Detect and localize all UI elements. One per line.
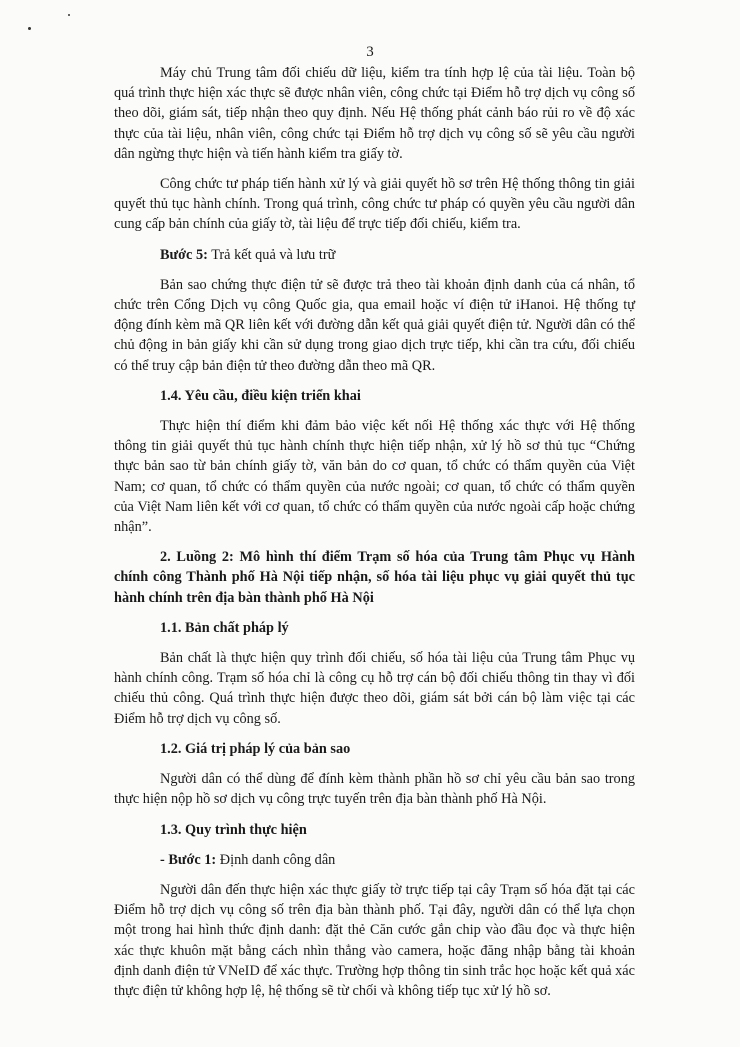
step-label: - Bước 1: (160, 851, 217, 868)
document-body (114, 63, 635, 1011)
step-title: Định danh công dân (216, 851, 336, 868)
scan-speck (68, 14, 70, 16)
step-label: Bước 5: (160, 246, 208, 263)
paragraph-result-return: Bản sao chứng thực điện tử sẽ được trả theo tài khoản định danh của cá nhân, tổ chức trên Cổng Dịch vụ công Quốc gia, qua email hoặc ví điện tử iHanoi. Hệ thống tự động đính kèm mã QR liên kết với đường dẫn kết quả giải quyết điện tử. Người dân có thể chủ động in bản giấy khi cần sử dụng trong giao dịch trực tiếp, khi cần tra cứu, đối chiếu có thể truy cập bản điện tử theo đường dẫn theo mã QR. (114, 276, 635, 374)
paragraph-citizen-identification: Người dân đến thực hiện xác thực giấy tờ trực tiếp tại cây Trạm số hóa đặt tại các Điểm hỗ trợ dịch vụ công số trên địa bàn thành phố. Tại đây, người dân có thể lựa chọn một trong hai hình thức định danh: đặt thẻ Căn cước gắn chip vào đầu đọc và thực hiện xác thực khuôn mặt bằng cách nhìn thẳng vào camera, hoặc đăng nhập bằng tài khoản định danh điện tử VNeID để xác thực. Trường hợp thông tin sinh trắc học hoặc kết quả xác thực điện tử không hợp lệ, hệ thống sẽ từ chối và không tiếp tục xử lý hồ sơ. (114, 881, 635, 999)
step-5-heading (114, 245, 635, 265)
page-number: 3 (366, 44, 374, 60)
paragraph-verification: Máy chủ Trung tâm đối chiếu dữ liệu, kiểm tra tính hợp lệ của tài liệu. Toàn bộ quá trình thực hiện xác thực sẽ được nhân viên, công chức tại Điểm hỗ trợ dịch vụ công số theo dõi, giám sát, tiếp nhận theo quy định. Nếu Hệ thống phát cảnh báo rủi ro về độ xác thực của tài liệu, nhân viên, công chức tại Điểm hỗ trợ dịch vụ công số sẽ yêu cầu người dân ngừng thực hiện và tiến hành kiểm tra giấy tờ. (114, 65, 635, 162)
paragraph-justice-officer: Công chức tư pháp tiến hành xử lý và giải quyết hồ sơ trên Hệ thống thông tin giải quyết thủ tục hành chính. Trong quá trình, công chức tư pháp có quyền yêu cầu người dân cung cấp bản chính của giấy tờ, tài liệu để trực tiếp đối chiếu, kiểm tra. (114, 176, 635, 233)
section-heading-1-4: 1.4. Yêu cầu, điều kiện triển khai (160, 387, 361, 404)
section-heading-1-3: 1.3. Quy trình thực hiện (160, 821, 307, 838)
section-heading-1-2: 1.2. Giá trị pháp lý của bản sao (160, 740, 351, 757)
section-heading-1-1: 1.1. Bản chất pháp lý (160, 619, 289, 636)
paragraph-requirements: Thực hiện thí điểm khi đảm bảo việc kết nối Hệ thống xác thực với Hệ thống thông tin giải quyết thủ tục hành chính thực hiện tiếp nhận, xử lý hồ sơ thủ tục “Chứng thực bản sao từ bản chính giấy tờ, văn bản do cơ quan, tổ chức có thẩm quyền của Việt Nam; cơ quan, tổ chức có thẩm quyền của nước ngoài; cơ quan, tổ chức có thẩm quyền của Việt Nam liên kết với cơ quan, tổ chức có thẩm quyền của nước ngoài cấp hoặc chứng nhận”. (114, 418, 635, 536)
scan-speck (28, 27, 31, 30)
step-1-heading (114, 850, 635, 870)
section-heading-flow-2: 2. Luồng 2: Mô hình thí điểm Trạm số hóa của Trung tâm Phục vụ Hành chính công Thành phố Hà Nội tiếp nhận, số hóa tài liệu phục vụ giải quyết thủ tục hành chính trên địa bàn thành phố Hà Nội (114, 549, 635, 606)
step-title: Trả kết quả và lưu trữ (207, 246, 336, 263)
paragraph-legal-nature: Bản chất là thực hiện quy trình đối chiếu, số hóa tài liệu của Trung tâm Phục vụ hành chính công. Trạm số hóa chỉ là công cụ hỗ trợ cán bộ đối chiếu thông tin thay vì đối chiếu thủ công. Quá trình thực hiện được theo dõi, giám sát bởi cán bộ làm việc tại các Điểm hỗ trợ dịch vụ công số. (114, 650, 635, 727)
paragraph-legal-value: Người dân có thể dùng để đính kèm thành phần hồ sơ chỉ yêu cầu bản sao trong thực hiện nộp hồ sơ dịch vụ công trực tuyến trên địa bàn thành phố Hà Nội. (114, 771, 635, 808)
